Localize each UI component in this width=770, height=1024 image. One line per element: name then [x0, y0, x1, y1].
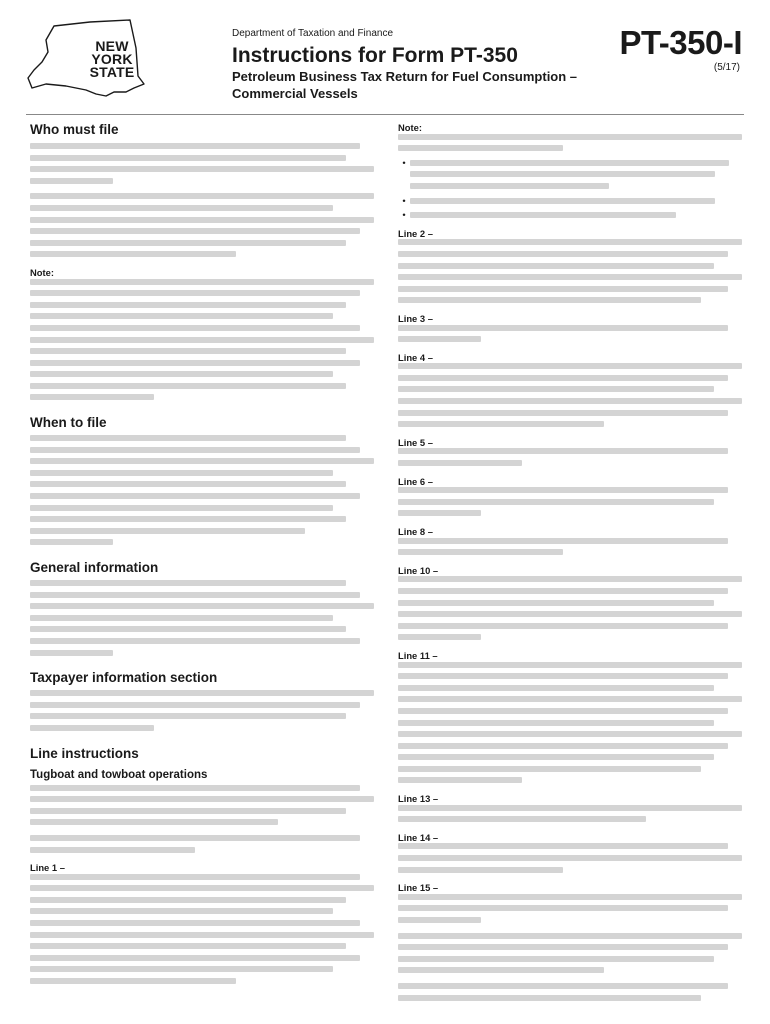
heading-who-must-file: Who must file	[30, 122, 119, 137]
new-york-state-logo	[26, 18, 146, 102]
general-information-text	[30, 580, 374, 656]
note-label: Note:	[30, 266, 54, 278]
line-11-label: Line 11 –	[398, 649, 438, 661]
bullet-item: •	[398, 157, 742, 195]
late-filing-penalty-text	[398, 933, 742, 974]
logo-line-3: STATE	[89, 64, 135, 80]
line-6-label: Line 6 –	[398, 475, 433, 487]
line-5-instructions	[398, 437, 742, 466]
tugboat-text	[30, 785, 374, 826]
revision-date: (5/17)	[713, 62, 740, 73]
line-15-label: Line 15 –	[398, 882, 439, 894]
line-1-instructions	[30, 862, 374, 984]
line-13-instructions	[398, 793, 742, 822]
page-title: Instructions for Form PT-350	[232, 44, 518, 67]
line-10-instructions	[398, 565, 742, 641]
logo-line-1: NEW	[95, 38, 129, 54]
charter-agreement-text	[30, 193, 374, 257]
line-2-label: Line 2 –	[398, 227, 433, 239]
line-5-label: Line 5 –	[398, 436, 433, 448]
page-subtitle: Petroleum Business Tax Return for Fuel Consumption – Commercial Vessels	[232, 69, 578, 101]
heading-when-to-file: When to file	[30, 415, 107, 431]
line-15-instructions	[398, 882, 742, 923]
heading-line-instructions: Line instructions	[30, 745, 139, 761]
bullet-item: •	[398, 195, 742, 210]
heading-tugboat-operations: Tugboat and towboat operations	[30, 768, 208, 781]
line-6-instructions	[398, 476, 742, 517]
heading-taxpayer-information: Taxpayer information section	[30, 670, 218, 686]
line-3-label: Line 3 –	[398, 312, 433, 324]
line-10-label: Line 10 –	[398, 564, 439, 576]
failure-to-file-penalty-text	[398, 983, 742, 1001]
line-8-label: Line 8 –	[398, 526, 433, 537]
line-4-label: Line 4 –	[398, 351, 433, 363]
commercial-vessels-text	[30, 835, 374, 853]
header-divider	[26, 114, 744, 115]
heading-general-information: General information	[30, 560, 159, 575]
taxpayer-information-text	[30, 690, 374, 731]
line-8-instructions	[398, 526, 742, 555]
bullet-item: •	[398, 209, 742, 224]
department-name: Department of Taxation and Finance	[232, 28, 394, 39]
left-column	[30, 122, 374, 990]
line-4-instructions	[398, 352, 742, 428]
who-must-file-text	[30, 143, 374, 184]
commuter-ferry-note	[398, 122, 742, 151]
line-2-instructions	[398, 228, 742, 304]
when-to-file-text	[30, 435, 374, 545]
line-1-label: Line 1 –	[30, 862, 65, 874]
right-column	[398, 122, 742, 1006]
fishermen-note	[30, 267, 374, 401]
line-14-label: Line 14 –	[398, 831, 439, 843]
logo-line-2: YORK	[91, 51, 133, 67]
line-14-instructions	[398, 832, 742, 873]
logo-wordmark	[82, 40, 142, 79]
line-13-label: Line 13 –	[398, 793, 439, 805]
note-label-right: Note:	[398, 122, 422, 133]
line-11-instructions	[398, 650, 742, 784]
form-number: PT-350-I	[619, 24, 742, 61]
line-3-instructions	[398, 313, 742, 342]
